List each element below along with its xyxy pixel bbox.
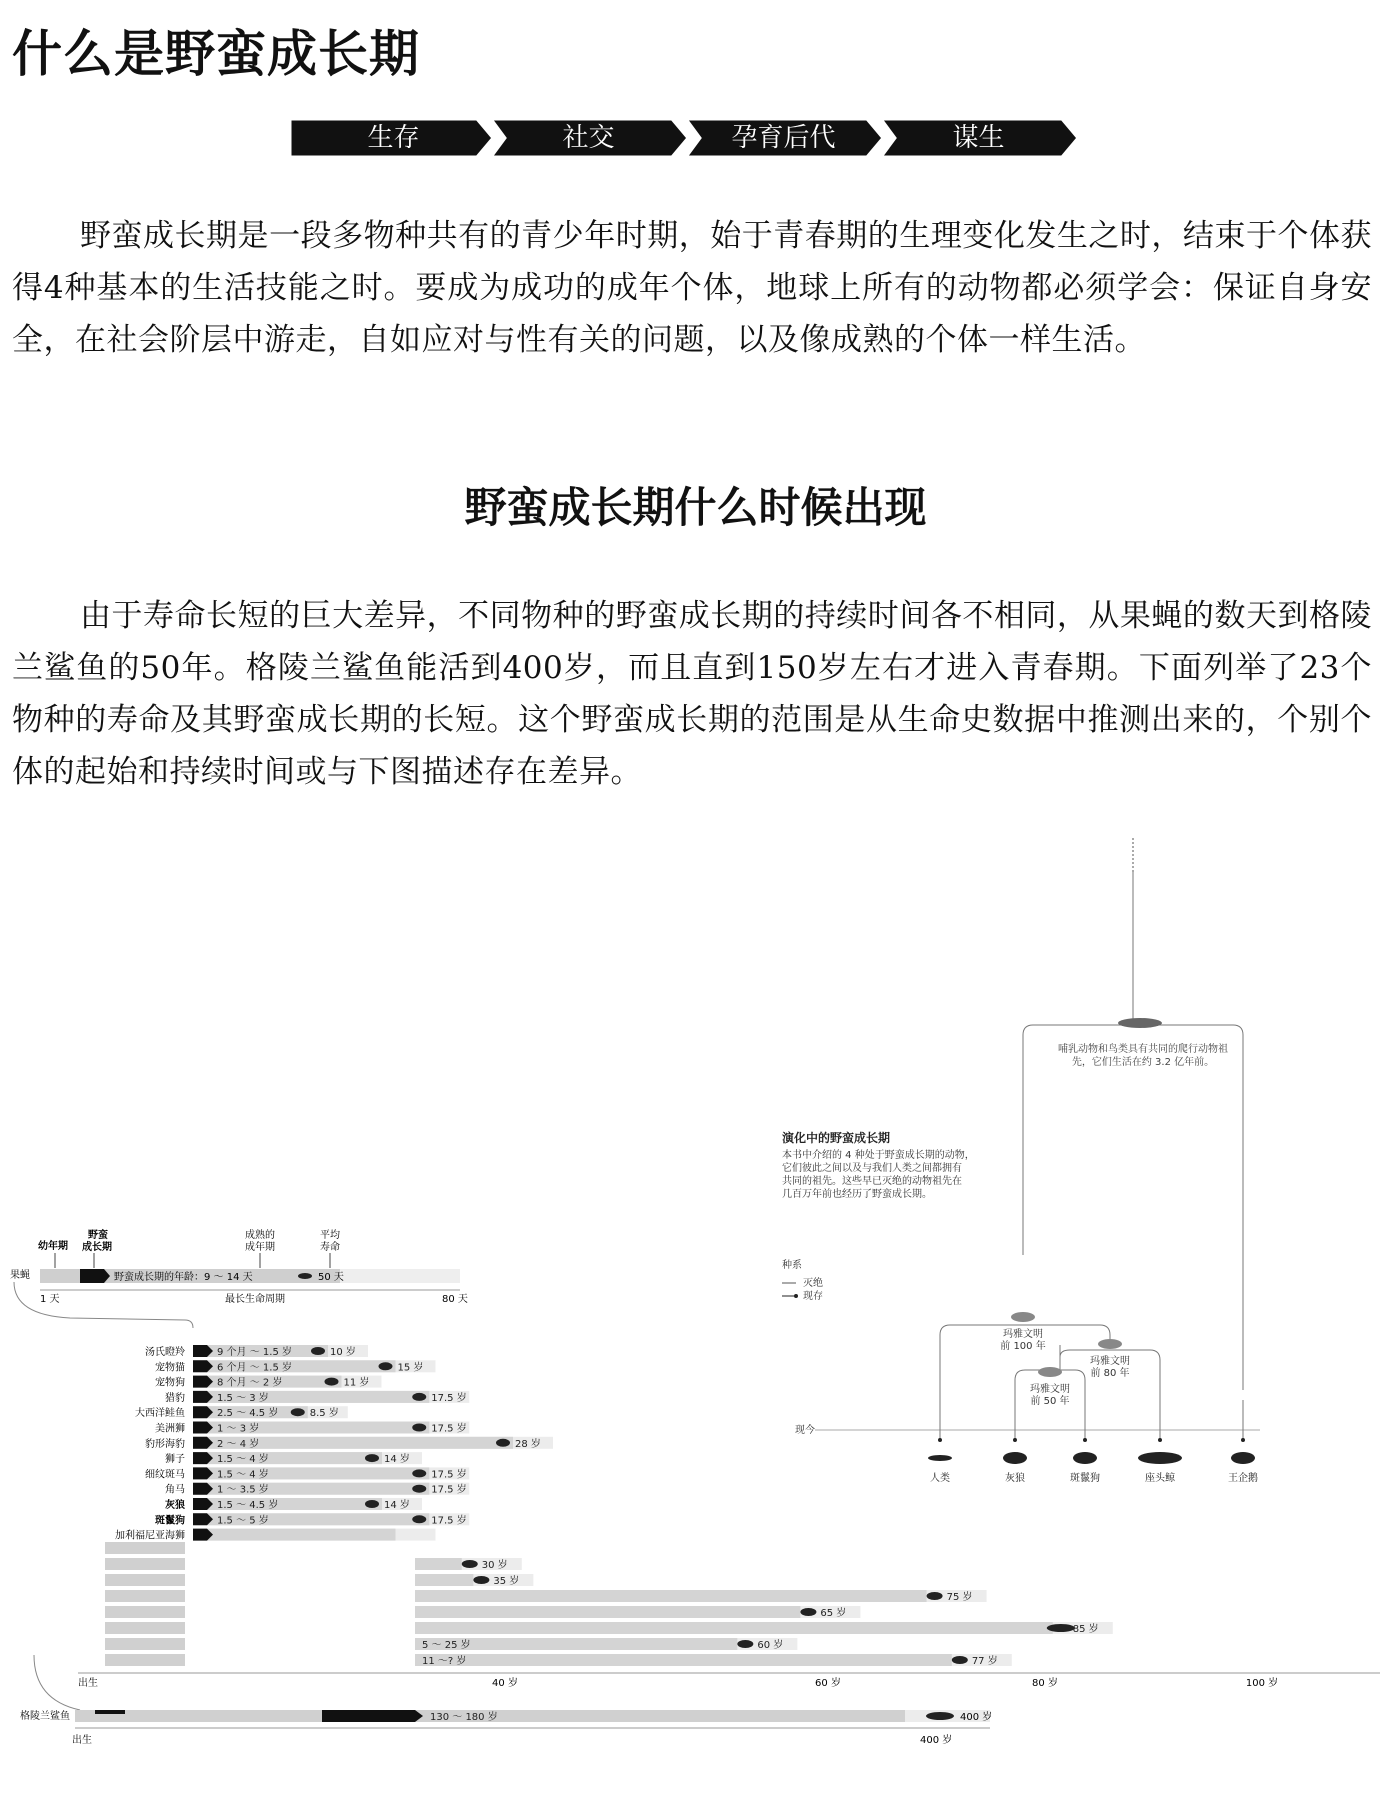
fly-connector <box>14 1282 193 1328</box>
shark-life: 400 岁 <box>960 1712 993 1723</box>
animal-icon <box>379 1362 393 1370</box>
adolescence-range: 1.5 ～ 3 岁 <box>217 1392 269 1404</box>
fly-label-life: 寿命 <box>320 1242 340 1253</box>
species-label: 宠物狗 <box>155 1377 185 1389</box>
adult-bar <box>415 1590 927 1602</box>
lifespan-label: 28 岁 <box>515 1438 541 1450</box>
species-label: 豹形海豹 <box>145 1438 185 1450</box>
stage-label: 谋生 <box>952 123 1005 153</box>
animal-icon <box>927 1592 943 1600</box>
ancestor-note: 先，它们生活在约 3.2 亿年前。 <box>1071 1057 1215 1068</box>
lifespan-label: 17.5 岁 <box>431 1469 467 1481</box>
shark-icon <box>926 1712 954 1720</box>
animal-icon <box>291 1408 305 1416</box>
animal-icon <box>412 1485 426 1493</box>
extinct-ancestor-icon <box>1038 1367 1062 1377</box>
adolescence-range: 1.5 ～ 5 岁 <box>217 1515 269 1527</box>
human-icon <box>928 1455 952 1461</box>
species-label: 斑鬣狗 <box>155 1515 185 1527</box>
adolescence-range: 9 个月 ～ 1.5 岁 <box>217 1347 292 1358</box>
tree-box-text: 本书中介绍的 4 种处于野蛮成长期的动物， <box>782 1150 975 1161</box>
node-label: 前 80 年 <box>1090 1368 1130 1379</box>
animal-icon <box>412 1393 426 1401</box>
node-label: 前 100 年 <box>1000 1341 1046 1352</box>
adolescence-range: 1.5 ～ 4.5 岁 <box>217 1500 279 1511</box>
tree-main-branch <box>1023 1025 1243 1390</box>
extinct-ancestor-icon <box>1011 1312 1035 1322</box>
large-axis-label: 40 岁 <box>492 1678 518 1689</box>
wolf-icon <box>1003 1452 1027 1464</box>
tree-box-text: 它们彼此之间以及与我们人类之间都拥有 <box>782 1163 962 1174</box>
lifespan-label: 60 岁 <box>757 1640 784 1651</box>
today-label: 现今 <box>795 1425 815 1436</box>
animal-icon <box>462 1560 478 1568</box>
stage-label: 社交 <box>562 123 615 153</box>
adult-bar <box>193 1529 396 1541</box>
fly-label-adult: 成年期 <box>245 1242 275 1253</box>
leaf-label: 人类 <box>930 1473 950 1484</box>
lifespan-label: 85 岁 <box>1072 1624 1099 1635</box>
adult-bar <box>415 1574 473 1586</box>
fly-axis-left: 1 天 <box>40 1294 60 1305</box>
early-life-bar <box>105 1622 185 1634</box>
fly-life: 50 天 <box>318 1272 344 1283</box>
early-life-bar <box>105 1542 185 1554</box>
species-label: 大西洋鲑鱼 <box>135 1408 185 1420</box>
animal-icon <box>952 1656 968 1664</box>
leaf-label: 斑鬣狗 <box>1070 1473 1100 1484</box>
lifespan-infographic <box>0 820 1391 1800</box>
early-life-bar <box>105 1590 185 1602</box>
stage-label: 孕育后代 <box>731 123 836 153</box>
animal-icon <box>737 1640 753 1648</box>
animal-icon <box>800 1608 816 1616</box>
legend-living: 现存 <box>803 1291 823 1302</box>
early-life-bar <box>105 1654 185 1666</box>
fly-name: 果蝇 <box>10 1270 30 1281</box>
large-axis-label: 100 岁 <box>1245 1678 1279 1689</box>
species-label: 灰狼 <box>165 1500 185 1511</box>
adolescence-range: 11 ～? 岁 <box>422 1656 467 1667</box>
lifespan-label: 10 岁 <box>330 1347 356 1358</box>
early-life-bar <box>105 1558 185 1570</box>
animal-icon <box>365 1500 379 1508</box>
animal-icon <box>311 1347 325 1355</box>
large-axis-label: 80 岁 <box>1032 1678 1058 1689</box>
lifespan-label: 75 岁 <box>946 1592 973 1603</box>
fly-label-juvenile: 幼年期 <box>38 1241 68 1252</box>
extinct-ancestor-icon <box>1098 1339 1122 1349</box>
adolescence-range: 1.5 ～ 4 岁 <box>217 1454 269 1466</box>
adolescence-range: 5 ～ 25 岁 <box>422 1640 471 1651</box>
lifespan-label: 77 岁 <box>971 1656 998 1667</box>
lifespan-label: 17.5 岁 <box>431 1392 467 1404</box>
animal-icon <box>325 1378 339 1386</box>
legend-title: 种系 <box>782 1260 802 1271</box>
animal-icon <box>473 1576 489 1584</box>
section-paragraph: 由于寿命长短的巨大差异，不同物种的野蛮成长期的持续时间各不相同，从果蝇的数天到格陵兰鲨鱼的50年。格陵兰鲨鱼能活到400岁，而且直到150岁左右才进入青春期。下面列举了23个物种的寿命及其野蛮成长期的长短。这个野蛮成长期的范围是从生命史数据中推测出来的，个别个体的起始和持续时间或与下图描述存在差异。 <box>12 598 1372 790</box>
section-title: 野蛮成长期什么时候出现 <box>464 483 927 532</box>
species-label: 宠物猫 <box>155 1362 185 1374</box>
species-label: 狮子 <box>165 1454 185 1466</box>
animal-icon <box>1047 1624 1075 1632</box>
whale-icon <box>1138 1452 1182 1464</box>
adolescence-range: 1 ～ 3.5 岁 <box>217 1484 269 1496</box>
lifespan-label: 11 岁 <box>343 1377 370 1389</box>
lifespan-label: 8.5 岁 <box>309 1408 339 1420</box>
lifespan-label: 17.5 岁 <box>431 1484 467 1496</box>
adult-bar <box>415 1622 1053 1634</box>
stage-steps <box>290 119 1090 157</box>
adolescence-range: 1 ～ 3 岁 <box>217 1423 260 1435</box>
leaf-label: 座头鲸 <box>1145 1473 1175 1484</box>
lifespan-label: 17.5 岁 <box>431 1515 467 1527</box>
shark-name: 格陵兰鲨鱼 <box>20 1711 70 1722</box>
lifespan-label: 65 岁 <box>820 1608 847 1619</box>
node-label: 前 50 年 <box>1030 1396 1070 1407</box>
lifespan-label: 17.5 岁 <box>431 1423 467 1435</box>
adolescence-range: 2 ～ 4 岁 <box>217 1438 260 1450</box>
fly-axis-mid: 最长生命周期 <box>225 1294 285 1305</box>
ancestor-note: 哺乳动物和鸟类具有共同的爬行动物祖 <box>1058 1044 1228 1055</box>
species-label: 细纹斑马 <box>145 1469 185 1481</box>
lifespan-label: 15 岁 <box>397 1362 424 1374</box>
hyena-icon <box>1073 1452 1097 1464</box>
animal-icon <box>365 1454 379 1462</box>
tree-leaf-dot <box>1241 1438 1245 1442</box>
species-label: 汤氏瞪羚 <box>145 1347 185 1358</box>
fly-axis-right: 80 天 <box>442 1294 468 1305</box>
species-label: 加利福尼亚海狮 <box>115 1530 185 1542</box>
early-life-bar <box>105 1638 185 1650</box>
tree-leaf-dot <box>938 1438 942 1442</box>
fly-adolescence-bar <box>80 1269 110 1283</box>
adolescence-range: 8 个月 ～ 2 岁 <box>217 1377 283 1389</box>
lifespan-label: 30 岁 <box>481 1560 508 1571</box>
adolescence-range: 1.5 ～ 4 岁 <box>217 1469 269 1481</box>
tree-box-text: 共同的祖先。这些早已灭绝的动物祖先在 <box>782 1176 962 1187</box>
animal-icon <box>412 1424 426 1432</box>
node-label: 玛雅文明 <box>1030 1384 1070 1395</box>
penguin-icon <box>1231 1452 1255 1464</box>
shark-range: 130 ～ 180 岁 <box>430 1712 498 1723</box>
leaf-label: 灰狼 <box>1005 1473 1025 1484</box>
fly-label-adolescence: 野蛮 <box>88 1230 108 1241</box>
species-label: 角马 <box>165 1484 185 1496</box>
lifespan-label: 35 岁 <box>493 1576 520 1587</box>
tree-leaf-dot <box>1158 1438 1162 1442</box>
legend-living-dot <box>794 1294 798 1298</box>
shark-connector <box>34 1655 80 1710</box>
node-label: 玛雅文明 <box>1003 1329 1043 1340</box>
tree-box-title: 演化中的野蛮成长期 <box>782 1131 891 1145</box>
page-title: 什么是野蛮成长期 <box>12 25 420 83</box>
leaf-label: 王企鹅 <box>1228 1473 1258 1484</box>
tree-leaf-dot <box>1083 1438 1087 1442</box>
species-label: 猎豹 <box>165 1392 185 1404</box>
reptile-ancestor-icon <box>1118 1018 1162 1028</box>
animal-icon <box>412 1469 426 1477</box>
large-axis-label: 60 岁 <box>815 1678 841 1689</box>
adolescence-range: 6 个月 ～ 1.5 岁 <box>217 1362 292 1374</box>
animal-icon <box>496 1439 510 1447</box>
adult-bar <box>415 1558 462 1570</box>
intro-paragraph: 野蛮成长期是一段多物种共有的青少年时期，始于青春期的生理变化发生之时，结束于个体获得4种基本的生活技能之时。要成为成功的成年个体，地球上所有的动物都必须学会：保证自身安全，在社会阶层中游走，自如应对与性有关的问题，以及像成熟的个体一样生活。 <box>12 218 1372 358</box>
shark-axis-right: 400 岁 <box>920 1735 953 1746</box>
tree-leaf-dot <box>1013 1438 1017 1442</box>
stage-label: 生存 <box>367 123 420 153</box>
lifespan-label: 14 岁 <box>384 1454 410 1466</box>
tree-box-text: 几百万年前也经历了野蛮成长期。 <box>782 1189 932 1200</box>
fly-range: 野蛮成长期的年龄：9 ～ 14 天 <box>114 1272 253 1283</box>
legend-extinct: 灭绝 <box>803 1278 823 1289</box>
early-life-bar <box>105 1606 185 1618</box>
adult-bar <box>415 1606 800 1618</box>
large-axis-label: 出生 <box>78 1678 98 1689</box>
early-life-bar <box>105 1574 185 1586</box>
lifespan-label: 14 岁 <box>384 1500 410 1511</box>
adolescence-range: 2.5 ～ 4.5 岁 <box>217 1408 279 1420</box>
fly-label-life: 平均 <box>320 1230 340 1241</box>
shark-early-mark <box>95 1710 125 1714</box>
node-label: 玛雅文明 <box>1090 1356 1130 1367</box>
fly-label-adult: 成熟的 <box>245 1230 275 1241</box>
animal-icon <box>412 1515 426 1523</box>
shark-adolescence-bar <box>322 1710 423 1722</box>
adult-bar <box>415 1654 952 1666</box>
fly-label-adolescence: 成长期 <box>82 1242 112 1253</box>
species-label: 美洲狮 <box>155 1423 185 1435</box>
shark-axis-left: 出生 <box>72 1735 92 1746</box>
fly-icon <box>298 1273 312 1279</box>
